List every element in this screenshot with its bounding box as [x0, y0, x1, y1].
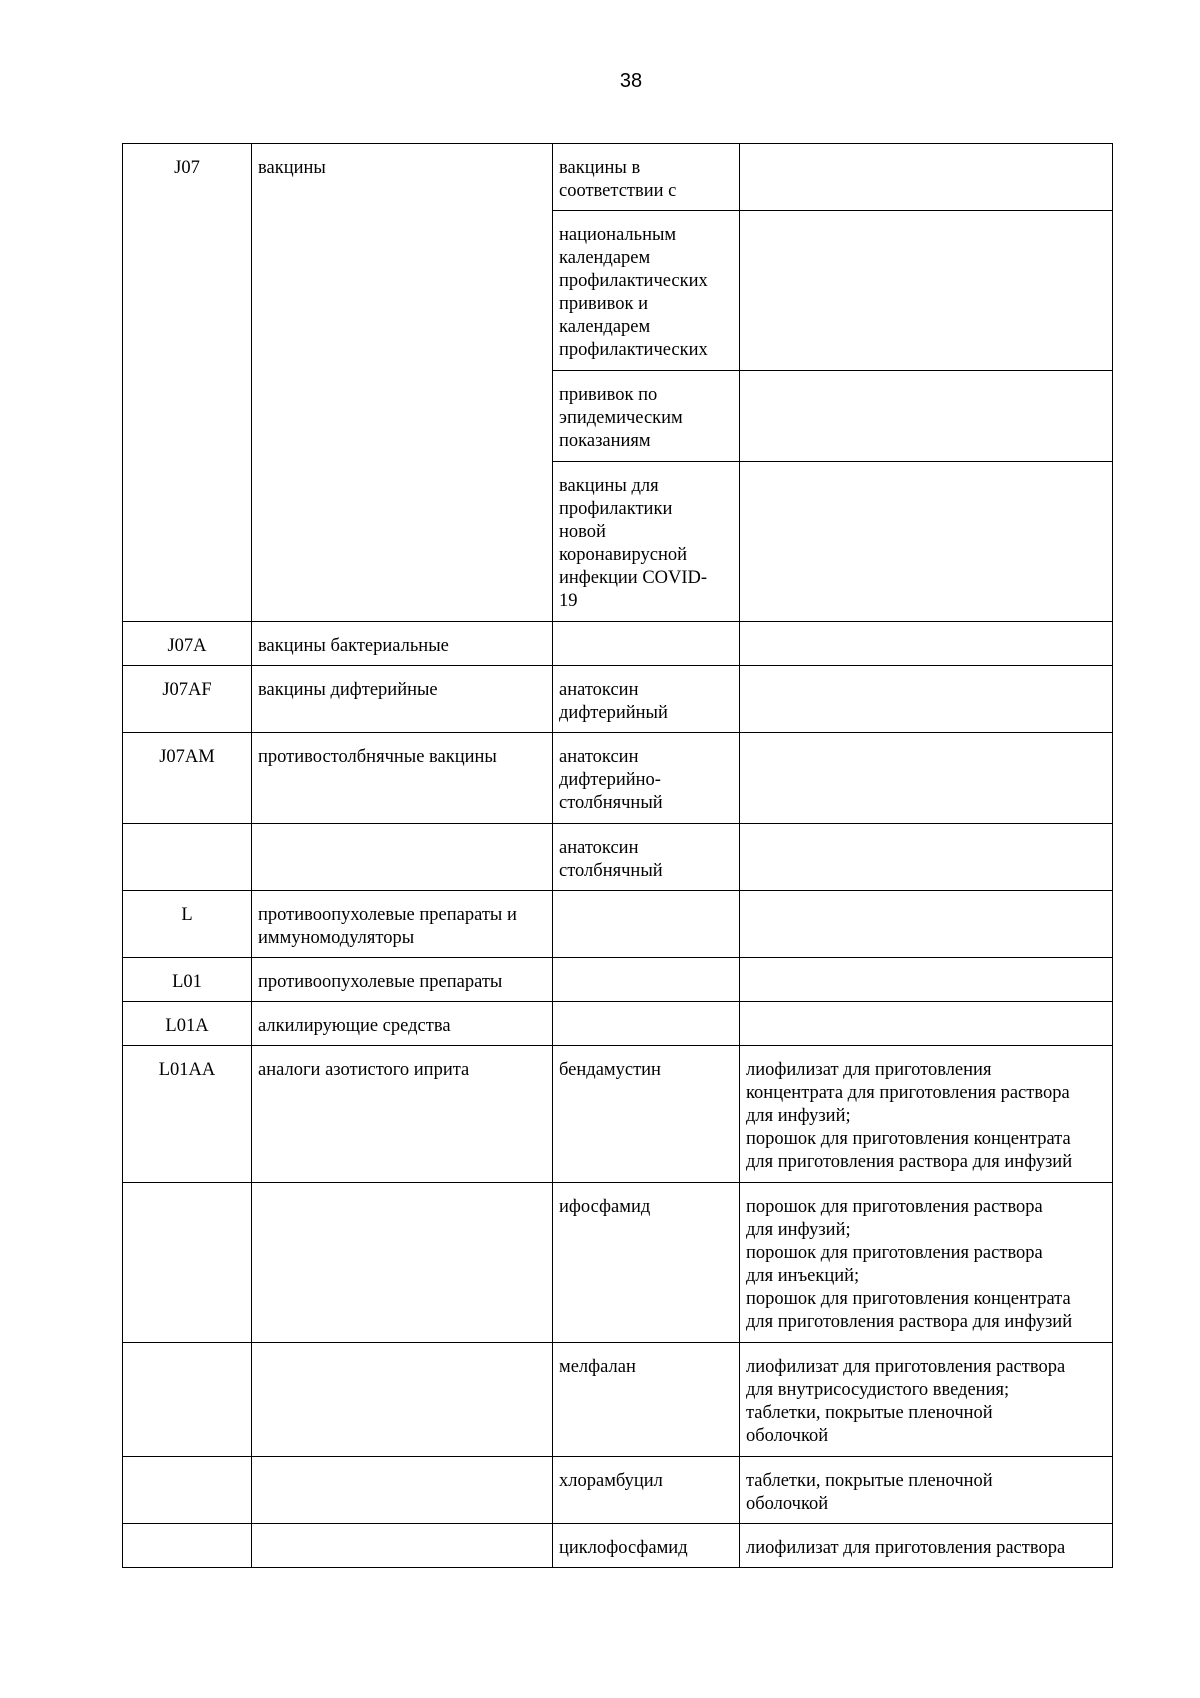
drug-name-cell: ифосфамид	[553, 1183, 740, 1343]
atc-code-cell: L01A	[123, 1002, 252, 1046]
atc-code-cell	[123, 1343, 252, 1457]
dosage-form-cell	[740, 958, 1113, 1002]
atc-code-cell: J07	[123, 144, 252, 622]
dosage-form-cell	[740, 733, 1113, 824]
dosage-form-cell	[740, 891, 1113, 958]
atc-code-cell: L	[123, 891, 252, 958]
group-name-cell: противоопухолевые препараты	[252, 958, 553, 1002]
dosage-form-cell: лиофилизат для приготовления раствора	[740, 1524, 1113, 1568]
dosage-form-cell	[740, 824, 1113, 891]
dosage-form-cell	[740, 144, 1113, 211]
dosage-form-cell	[740, 622, 1113, 666]
drug-name-cell	[553, 1002, 740, 1046]
drug-name-cell: вакцины для профилактики новой коронавирусной инфекции COVID- 19	[553, 462, 740, 622]
table-row	[123, 1002, 1113, 1046]
drug-name-cell	[553, 891, 740, 958]
table-row	[123, 733, 1113, 824]
atc-code-cell: J07A	[123, 622, 252, 666]
table-row	[123, 622, 1113, 666]
dosage-form-cell	[740, 666, 1113, 733]
atc-code-cell	[123, 1524, 252, 1568]
atc-code-cell: J07AF	[123, 666, 252, 733]
drug-name-cell: хлорамбуцил	[553, 1457, 740, 1524]
table-row	[123, 1457, 1113, 1524]
atc-code-cell: L01AA	[123, 1046, 252, 1183]
group-name-cell	[252, 824, 553, 891]
drug-name-cell: мелфалан	[553, 1343, 740, 1457]
group-name-cell: противостолбнячные вакцины	[252, 733, 553, 824]
group-name-cell: вакцины	[252, 144, 553, 622]
dosage-form-cell	[740, 211, 1113, 371]
atc-code-cell	[123, 1183, 252, 1343]
group-name-cell	[252, 1183, 553, 1343]
drug-name-cell: анатоксин дифтерийный	[553, 666, 740, 733]
table-row	[123, 666, 1113, 733]
group-name-cell	[252, 1343, 553, 1457]
group-name-cell	[252, 1524, 553, 1568]
atc-code-cell	[123, 1457, 252, 1524]
table-row	[123, 1046, 1113, 1183]
drug-name-cell	[553, 622, 740, 666]
table-row	[123, 891, 1113, 958]
table-row	[123, 1343, 1113, 1457]
table-row	[123, 144, 1113, 211]
dosage-form-cell: таблетки, покрытые пленочной оболочкой	[740, 1457, 1113, 1524]
drug-name-cell: анатоксин столбнячный	[553, 824, 740, 891]
drug-table	[122, 143, 1113, 1568]
atc-code-cell: L01	[123, 958, 252, 1002]
group-name-cell: противоопухолевые препараты и иммуномодуляторы	[252, 891, 553, 958]
group-name-cell: вакцины бактериальные	[252, 622, 553, 666]
atc-code-cell: J07AM	[123, 733, 252, 824]
atc-code-cell	[123, 824, 252, 891]
table-row	[123, 1183, 1113, 1343]
dosage-form-cell	[740, 371, 1113, 462]
group-name-cell: вакцины дифтерийные	[252, 666, 553, 733]
drug-name-cell: национальным календарем профилактических прививок и календарем профилактических	[553, 211, 740, 371]
dosage-form-cell	[740, 462, 1113, 622]
drug-name-cell: бендамустин	[553, 1046, 740, 1183]
dosage-form-cell	[740, 1002, 1113, 1046]
table-row	[123, 1524, 1113, 1568]
table-row	[123, 958, 1113, 1002]
drug-name-cell: вакцины в соответствии с	[553, 144, 740, 211]
table-row	[123, 824, 1113, 891]
dosage-form-cell: порошок для приготовления раствора для инфузий; порошок для приготовления раствора для инъекций; порошок для приготовления концентрата для приготовления раствора для инфузий	[740, 1183, 1113, 1343]
dosage-form-cell: лиофилизат для приготовления концентрата для приготовления раствора для инфузий; порошок для приготовления концентрата для приготовления раствора для инфузий	[740, 1046, 1113, 1183]
drug-name-cell: анатоксин дифтерийно- столбнячный	[553, 733, 740, 824]
drug-name-cell	[553, 958, 740, 1002]
group-name-cell: алкилирующие средства	[252, 1002, 553, 1046]
page-number: 38	[619, 70, 643, 92]
group-name-cell	[252, 1457, 553, 1524]
group-name-cell: аналоги азотистого иприта	[252, 1046, 553, 1183]
drug-name-cell: циклофосфамид	[553, 1524, 740, 1568]
dosage-form-cell: лиофилизат для приготовления раствора для внутрисосудистого введения; таблетки, покрытые пленочной оболочкой	[740, 1343, 1113, 1457]
drug-name-cell: прививок по эпидемическим показаниям	[553, 371, 740, 462]
